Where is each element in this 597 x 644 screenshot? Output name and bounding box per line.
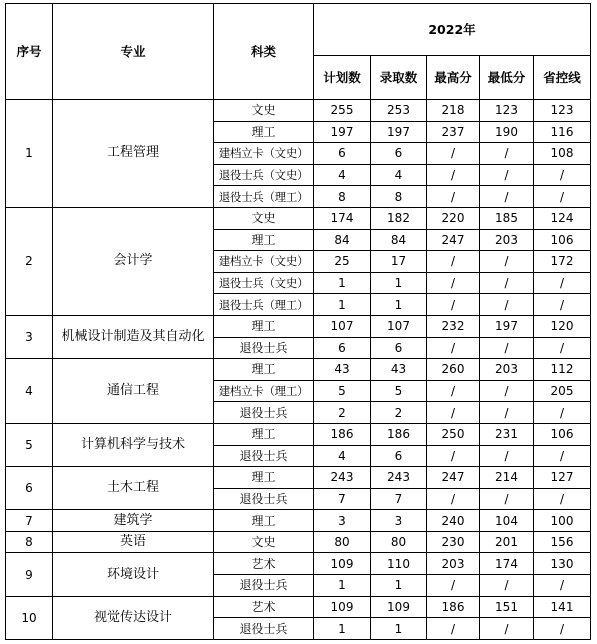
- control-line-cell: 141: [534, 596, 591, 618]
- control-line-cell: 205: [534, 380, 591, 402]
- plan-cell: 6: [314, 337, 371, 359]
- plan-cell: 4: [314, 164, 371, 186]
- max-score-cell: /: [427, 402, 480, 424]
- category-cell: 建档立卡（文史）: [214, 251, 314, 273]
- admitted-cell: 110: [371, 553, 427, 575]
- admission-table: [5, 3, 591, 640]
- table-row: [6, 100, 591, 122]
- seq-cell: 5: [6, 423, 53, 466]
- control-line-cell: 124: [534, 207, 591, 229]
- category-cell: 退役士兵（理工）: [214, 186, 314, 208]
- table-row: [6, 207, 591, 229]
- control-line-cell: /: [534, 402, 591, 424]
- control-line-cell: /: [534, 164, 591, 186]
- plan-cell: 255: [314, 100, 371, 122]
- category-cell: 退役士兵: [214, 337, 314, 359]
- plan-cell: 25: [314, 251, 371, 273]
- control-line-cell: 120: [534, 315, 591, 337]
- min-score-cell: /: [480, 272, 534, 294]
- table-row: [6, 553, 591, 575]
- admitted-cell: 8: [371, 186, 427, 208]
- table-row: [6, 423, 591, 445]
- control-line-cell: 172: [534, 251, 591, 273]
- admitted-cell: 6: [371, 143, 427, 165]
- min-score-cell: /: [480, 445, 534, 467]
- header-plan: 计划数: [314, 56, 371, 100]
- plan-cell: 1: [314, 575, 371, 597]
- category-cell: 退役士兵（理工）: [214, 294, 314, 316]
- admitted-cell: 5: [371, 380, 427, 402]
- category-cell: 理工: [214, 510, 314, 532]
- major-cell: 视觉传达设计: [53, 596, 214, 639]
- admitted-cell: 182: [371, 207, 427, 229]
- plan-cell: 2: [314, 402, 371, 424]
- header-max-score: 最高分: [427, 56, 480, 100]
- category-cell: 文史: [214, 207, 314, 229]
- header-category: 科类: [214, 4, 314, 100]
- min-score-cell: /: [480, 251, 534, 273]
- category-cell: 建档立卡（理工）: [214, 380, 314, 402]
- admitted-cell: 186: [371, 423, 427, 445]
- category-cell: 理工: [214, 315, 314, 337]
- min-score-cell: 151: [480, 596, 534, 618]
- min-score-cell: 214: [480, 467, 534, 489]
- min-score-cell: 104: [480, 510, 534, 532]
- min-score-cell: 201: [480, 531, 534, 553]
- min-score-cell: /: [480, 575, 534, 597]
- seq-cell: 2: [6, 207, 53, 315]
- plan-cell: 107: [314, 315, 371, 337]
- max-score-cell: 186: [427, 596, 480, 618]
- admitted-cell: 6: [371, 445, 427, 467]
- admitted-cell: 7: [371, 488, 427, 510]
- major-cell: 建筑学: [53, 510, 214, 532]
- admitted-cell: 17: [371, 251, 427, 273]
- plan-cell: 5: [314, 380, 371, 402]
- control-line-cell: /: [534, 445, 591, 467]
- category-cell: 退役士兵: [214, 445, 314, 467]
- plan-cell: 8: [314, 186, 371, 208]
- admitted-cell: 1: [371, 272, 427, 294]
- category-cell: 退役士兵: [214, 488, 314, 510]
- control-line-cell: /: [534, 272, 591, 294]
- min-score-cell: 174: [480, 553, 534, 575]
- max-score-cell: /: [427, 143, 480, 165]
- admitted-cell: 197: [371, 121, 427, 143]
- category-cell: 退役士兵（文史）: [214, 164, 314, 186]
- max-score-cell: 230: [427, 531, 480, 553]
- category-cell: 理工: [214, 121, 314, 143]
- max-score-cell: /: [427, 488, 480, 510]
- major-cell: 通信工程: [53, 359, 214, 424]
- header-control-line: 省控线: [534, 56, 591, 100]
- min-score-cell: 123: [480, 100, 534, 122]
- table-row: [6, 510, 591, 532]
- max-score-cell: 203: [427, 553, 480, 575]
- admitted-cell: 107: [371, 315, 427, 337]
- max-score-cell: 232: [427, 315, 480, 337]
- plan-cell: 84: [314, 229, 371, 251]
- min-score-cell: /: [480, 164, 534, 186]
- max-score-cell: 218: [427, 100, 480, 122]
- min-score-cell: 185: [480, 207, 534, 229]
- category-cell: 理工: [214, 467, 314, 489]
- admitted-cell: 1: [371, 618, 427, 640]
- min-score-cell: /: [480, 143, 534, 165]
- seq-cell: 9: [6, 553, 53, 596]
- header-admitted: 录取数: [371, 56, 427, 100]
- control-line-cell: 130: [534, 553, 591, 575]
- category-cell: 艺术: [214, 553, 314, 575]
- plan-cell: 1: [314, 272, 371, 294]
- category-cell: 建档立卡（文史）: [214, 143, 314, 165]
- table-row: [6, 315, 591, 337]
- table-row: [6, 596, 591, 618]
- plan-cell: 1: [314, 618, 371, 640]
- plan-cell: 1: [314, 294, 371, 316]
- major-cell: 英语: [53, 531, 214, 553]
- control-line-cell: /: [534, 186, 591, 208]
- major-cell: 机械设计制造及其自动化: [53, 315, 214, 358]
- max-score-cell: /: [427, 337, 480, 359]
- category-cell: 退役士兵（文史）: [214, 272, 314, 294]
- min-score-cell: 203: [480, 229, 534, 251]
- min-score-cell: /: [480, 337, 534, 359]
- header-major: 专业: [53, 4, 214, 100]
- category-cell: 理工: [214, 229, 314, 251]
- min-score-cell: /: [480, 380, 534, 402]
- max-score-cell: /: [427, 575, 480, 597]
- control-line-cell: 156: [534, 531, 591, 553]
- category-cell: 退役士兵: [214, 618, 314, 640]
- admitted-cell: 253: [371, 100, 427, 122]
- min-score-cell: /: [480, 186, 534, 208]
- seq-cell: 1: [6, 100, 53, 208]
- min-score-cell: /: [480, 488, 534, 510]
- max-score-cell: /: [427, 380, 480, 402]
- admitted-cell: 2: [371, 402, 427, 424]
- plan-cell: 43: [314, 359, 371, 381]
- major-cell: 计算机科学与技术: [53, 423, 214, 466]
- plan-cell: 197: [314, 121, 371, 143]
- max-score-cell: /: [427, 164, 480, 186]
- max-score-cell: 247: [427, 229, 480, 251]
- header-year: 2022年: [314, 4, 591, 56]
- admitted-cell: 80: [371, 531, 427, 553]
- category-cell: 理工: [214, 423, 314, 445]
- seq-cell: 7: [6, 510, 53, 532]
- header-row-1: [6, 4, 591, 56]
- min-score-cell: 203: [480, 359, 534, 381]
- min-score-cell: /: [480, 294, 534, 316]
- major-cell: 土木工程: [53, 467, 214, 510]
- admitted-cell: 1: [371, 294, 427, 316]
- plan-cell: 109: [314, 553, 371, 575]
- seq-cell: 4: [6, 359, 53, 424]
- admitted-cell: 3: [371, 510, 427, 532]
- control-line-cell: 123: [534, 100, 591, 122]
- max-score-cell: 237: [427, 121, 480, 143]
- seq-cell: 8: [6, 531, 53, 553]
- max-score-cell: 260: [427, 359, 480, 381]
- admitted-cell: 1: [371, 575, 427, 597]
- control-line-cell: /: [534, 618, 591, 640]
- table-row: [6, 359, 591, 381]
- control-line-cell: 100: [534, 510, 591, 532]
- control-line-cell: 106: [534, 423, 591, 445]
- control-line-cell: 108: [534, 143, 591, 165]
- control-line-cell: /: [534, 488, 591, 510]
- max-score-cell: 250: [427, 423, 480, 445]
- category-cell: 退役士兵: [214, 575, 314, 597]
- major-cell: 工程管理: [53, 100, 214, 208]
- plan-cell: 109: [314, 596, 371, 618]
- min-score-cell: /: [480, 402, 534, 424]
- category-cell: 艺术: [214, 596, 314, 618]
- max-score-cell: /: [427, 445, 480, 467]
- category-cell: 理工: [214, 359, 314, 381]
- min-score-cell: 190: [480, 121, 534, 143]
- admitted-cell: 109: [371, 596, 427, 618]
- plan-cell: 174: [314, 207, 371, 229]
- plan-cell: 4: [314, 445, 371, 467]
- major-cell: 会计学: [53, 207, 214, 315]
- admitted-cell: 6: [371, 337, 427, 359]
- plan-cell: 7: [314, 488, 371, 510]
- control-line-cell: 112: [534, 359, 591, 381]
- control-line-cell: /: [534, 337, 591, 359]
- min-score-cell: /: [480, 618, 534, 640]
- control-line-cell: 106: [534, 229, 591, 251]
- max-score-cell: /: [427, 251, 480, 273]
- plan-cell: 80: [314, 531, 371, 553]
- header-min-score: 最低分: [480, 56, 534, 100]
- table-body: [6, 4, 591, 640]
- category-cell: 文史: [214, 531, 314, 553]
- seq-cell: 3: [6, 315, 53, 358]
- plan-cell: 3: [314, 510, 371, 532]
- max-score-cell: /: [427, 618, 480, 640]
- max-score-cell: 247: [427, 467, 480, 489]
- control-line-cell: 127: [534, 467, 591, 489]
- category-cell: 退役士兵: [214, 402, 314, 424]
- plan-cell: 6: [314, 143, 371, 165]
- table-row: [6, 467, 591, 489]
- max-score-cell: /: [427, 272, 480, 294]
- header-seq: 序号: [6, 4, 53, 100]
- plan-cell: 243: [314, 467, 371, 489]
- table-row: [6, 531, 591, 553]
- major-cell: 环境设计: [53, 553, 214, 596]
- control-line-cell: /: [534, 294, 591, 316]
- plan-cell: 186: [314, 423, 371, 445]
- admitted-cell: 243: [371, 467, 427, 489]
- max-score-cell: 220: [427, 207, 480, 229]
- max-score-cell: 240: [427, 510, 480, 532]
- seq-cell: 10: [6, 596, 53, 639]
- admitted-cell: 84: [371, 229, 427, 251]
- max-score-cell: /: [427, 294, 480, 316]
- control-line-cell: 116: [534, 121, 591, 143]
- control-line-cell: /: [534, 575, 591, 597]
- seq-cell: 6: [6, 467, 53, 510]
- category-cell: 文史: [214, 100, 314, 122]
- min-score-cell: 231: [480, 423, 534, 445]
- min-score-cell: 197: [480, 315, 534, 337]
- admitted-cell: 4: [371, 164, 427, 186]
- max-score-cell: /: [427, 186, 480, 208]
- admitted-cell: 43: [371, 359, 427, 381]
